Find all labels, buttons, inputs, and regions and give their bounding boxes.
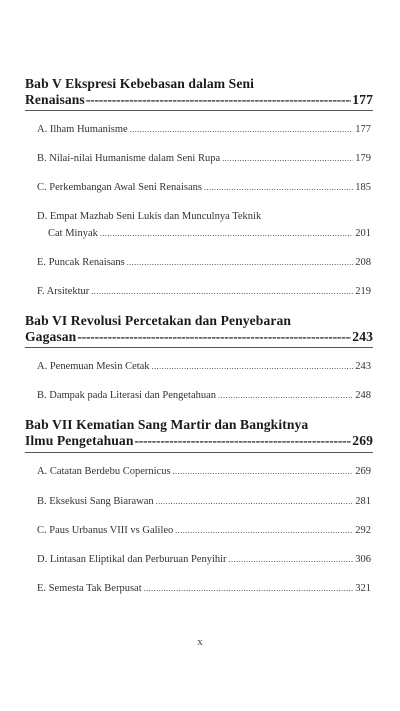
chapter-title-continuation: Gagasan	[25, 329, 77, 344]
chapter-title-continuation: Ilmu Pengetahuan	[25, 433, 134, 448]
entry-page-number: 269	[355, 466, 371, 477]
entry-title: E. Semesta Tak Berpusat	[37, 583, 142, 594]
dash-leader	[86, 92, 351, 108]
dot-leader	[100, 227, 353, 241]
toc-entry	[37, 524, 371, 538]
entry-title: C. Perkembangan Awal Seni Renaisans	[37, 182, 202, 193]
toc-entry	[37, 465, 371, 479]
dot-leader	[144, 582, 354, 596]
chapter-title-continuation: Renaisans	[25, 92, 85, 107]
entry-page-number: 208	[355, 257, 371, 268]
toc-entry	[37, 123, 371, 137]
dot-leader	[152, 360, 354, 374]
entry-title-continuation: Cat Minyak	[48, 228, 98, 239]
dot-leader	[173, 465, 354, 479]
entry-page-number: 248	[355, 390, 371, 401]
chapter-page-number: 269	[352, 433, 373, 448]
entry-page-number: 185	[355, 182, 371, 193]
entry-page-number: 306	[355, 554, 371, 565]
chapter-rule	[25, 347, 373, 348]
chapter-title-line1: Bab VI Revolusi Percetakan dan Penyebaran	[25, 313, 292, 328]
toc-entry	[37, 181, 371, 195]
chapter-heading	[25, 313, 373, 345]
dot-leader	[222, 152, 353, 166]
dash-leader	[77, 329, 351, 345]
toc-entry	[37, 582, 371, 596]
dot-leader	[127, 256, 353, 270]
dot-leader	[175, 524, 353, 538]
toc-entry	[37, 285, 371, 299]
entry-title: A. Penemuan Mesin Cetak	[37, 361, 150, 372]
entry-page-number: 292	[355, 525, 371, 536]
entry-title: C. Paus Urbanus VIII vs Galileo	[37, 525, 174, 536]
dot-leader	[130, 123, 354, 137]
dot-leader	[218, 389, 353, 403]
entry-title: A. Catatan Berdebu Copernicus	[37, 466, 171, 477]
entry-page-number: 281	[355, 496, 371, 507]
dot-leader	[91, 285, 353, 299]
chapter-title-line2	[25, 92, 373, 108]
toc-entry	[37, 389, 371, 403]
entry-page-number: 243	[355, 361, 371, 372]
chapter-title-line1: Bab V Ekspresi Kebebasan dalam Seni	[25, 76, 254, 91]
chapter-page-number: 177	[352, 92, 373, 107]
entry-title: D. Lintasan Eliptikal dan Perburuan Penyihir	[37, 554, 227, 565]
entry-page-number: 321	[355, 583, 371, 594]
entry-title: B. Dampak pada Literasi dan Pengetahuan	[37, 390, 217, 401]
chapter-title-line2	[25, 433, 373, 449]
entry-page-number: 201	[355, 228, 371, 239]
toc-entry	[37, 553, 371, 567]
entry-title: A. Ilham Humanisme	[37, 124, 128, 135]
toc-entry	[37, 256, 371, 270]
toc-entry	[37, 360, 371, 374]
entry-page-number: 177	[355, 124, 371, 135]
chapter-title-line2	[25, 329, 373, 345]
entry-title: B. Eksekusi Sang Biarawan	[37, 496, 154, 507]
chapter-heading	[25, 76, 373, 108]
toc-entry	[37, 210, 371, 241]
dot-leader	[229, 553, 354, 567]
chapter-page-number: 243	[352, 329, 373, 344]
dot-leader	[156, 495, 354, 509]
dot-leader	[204, 181, 353, 195]
entry-page-number: 219	[355, 286, 371, 297]
chapter-rule	[25, 110, 373, 111]
chapter-rule	[25, 452, 373, 453]
chapter-title-line1: Bab VII Kematian Sang Martir dan Bangkitnya	[25, 417, 309, 432]
chapter-heading	[25, 417, 373, 449]
dash-leader	[134, 433, 351, 449]
entry-page-number: 179	[355, 153, 371, 164]
entry-title: E. Puncak Renaisans	[37, 257, 125, 268]
toc-entry	[37, 495, 371, 509]
entry-title: F. Arsitektur	[37, 286, 90, 297]
entry-title: D. Empat Mazhab Seni Lukis dan Munculnya Teknik	[37, 211, 262, 222]
toc-entry	[37, 152, 371, 166]
entry-title: B. Nilai-nilai Humanisme dalam Seni Rupa	[37, 153, 221, 164]
page-folio: x	[197, 636, 203, 648]
